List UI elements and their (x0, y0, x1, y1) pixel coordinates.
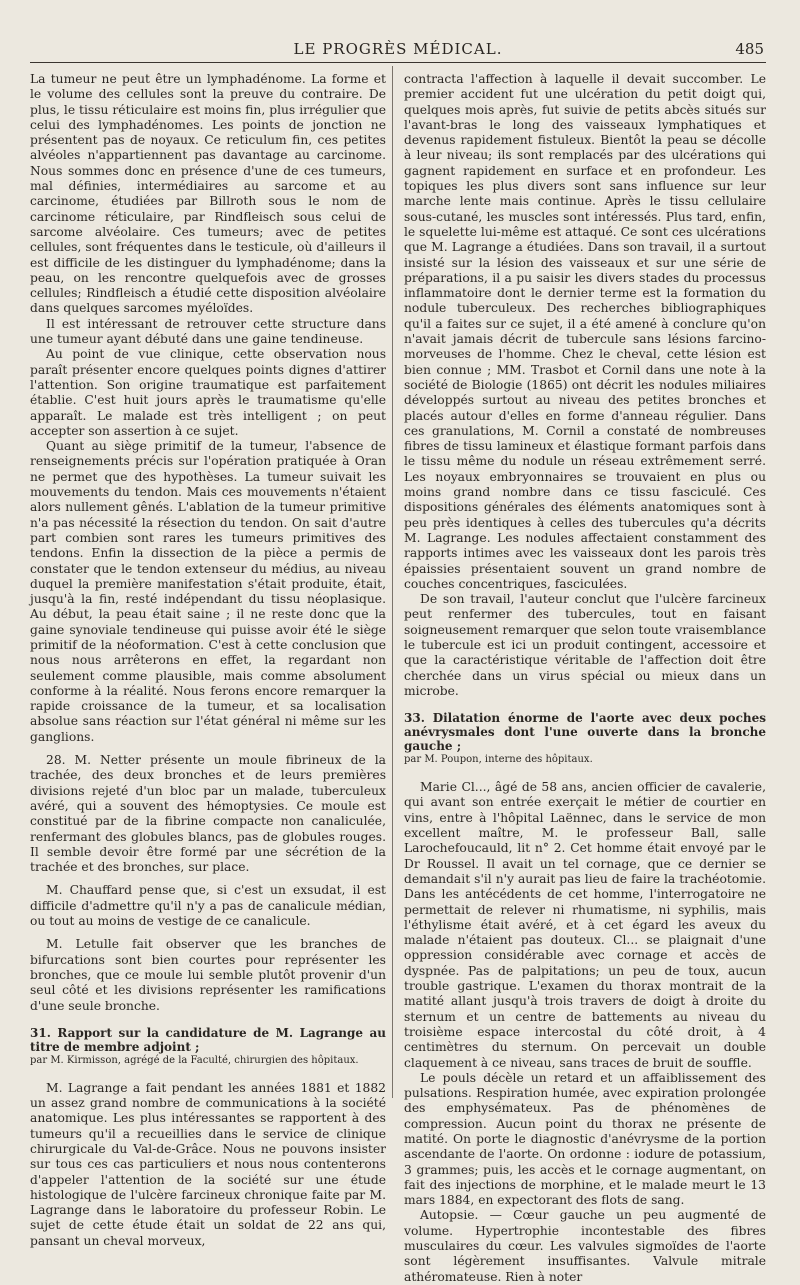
paragraph: contracta l'affection à laquelle il devait succomber. Le premier accident fut une ulcération du petit doigt qui, quelques mois après, fut suivie de petits abcès situés sur l'avant-bras le long des vaisseaux lymphatiques et devenus rapidement fistuleux. Bientôt la peau se décolle à leur niveau; ils sont remplacés par des ulcérations qui gagnent rapidement en surface et en profondeur. Les topiques les plus divers sont sans influence sur leur marche lente mais continue. Après le tissu cellulaire sous-cutané, les muscles sont intéressés. Plus tard, enfin, le squelette lui-même est attaqué. Ce sont ces ulcérations que M. Lagrange a étudiées. Dans son travail, il a surtout insisté sur la lésion des vaisseaux et sur une série de préparations, il a pu saisir les divers stades du processus inflammatoire dont le dernier terme est la formation du nodule tuberculeux. Des recherches bibliographiques qu'il a faites sur ce sujet, il a été amené à conclure qu'on n'avait jamais décrit de tubercule sans lésions farcino-morveuses de l'homme. Chez le cheval, cette lésion est bien connue ; MM. Trasbot et Cornil dans une note à la société de Biologie (1865) ont décrit les nodules miliaires développés surtout au niveau des petites bronches et placés autour d'elles en forme d'anneau régulier. Dans ces granulations, M. Cornil a constaté de nombreuses fibres de tissu lamineux et élastique formant parfois dans le tissu même du nodule un réseau extrêmement serré. Les noyaux embryonnaires se trouvaient en plus ou moins grand nombre dans ce tissu fasciculé. Ces dispositions générales des éléments anatomiques sont à peu près identiques à celles des tubercules qu'a décrits M. Lagrange. Les nodules affectaient constamment des rapports intimes avec les vaisseaux dont les parois très épaissies présentaient souvent un grand nombre de couches concentriques, fasciculées. (404, 72, 766, 591)
paragraph: M. Chauffard pense que, si c'est un exsudat, il est difficile d'admettre qu'il n'y a pas de canalicule médian, ou tout au moins de vestige de ce canalicule. (30, 883, 386, 929)
right-column (398, 72, 766, 1284)
paragraph: Il est intéressant de retrouver cette structure dans une tumeur ayant débuté dans une gaine tendineuse. (30, 316, 386, 347)
paragraph: Le pouls décèle un retard et un affaiblissement des pulsations. Respiration humée, avec expiration prolongée des emphysémateux. Pas de phénomènes de compression. Aucun point du thorax ne présente de matité. On porte le diagnostic d'anévrysme de la portion ascendante de l'aorte. On ordonne : iodure de potassium, 3 grammes; puis, les accès et le cornage augmentant, on fait des injections de morphine, et le malade meurt le 13 mars 1884, en expectorant des flots de sang. (404, 1070, 766, 1208)
paragraph: Marie Cl..., âgé de 58 ans, ancien officier de cavalerie, qui avant son entrée exerçait le métier de courtier en vins, entre à l'hôpital Laënnec, dans le service de mon excellent maître, M. le professeur Ball, salle Larochefoucauld, lit n° 2. Cet homme était envoyé par le Dr Roussel. Il avait un tel cornage, que ce dernier se demandait s'il n'y aurait pas lieu de faire la trachéotomie. Dans les antécédents de cet homme, l'interrogatoire ne permettait de relever ni rhumatisme, ni syphilis, mais l'éthylisme était avéré, et à cet égard les aveux du malade n'étaient pas douteux. Cl... se plaignait d'une oppression considérable avec cornage et accès de dyspnée. Pas de palpitations; un peu de toux, aucun trouble gastrique. L'examen du thorax montrait de la matité allant jusqu'à trois travers de doigt à droite du sternum et un centre de battements au niveau du troisième espace intercostal du côté droit, à 4 centimètres du sternum. On percevait un double claquement à ce niveau, sans traces de bruit de souffle. (404, 780, 766, 1070)
paragraph: M. Lagrange a fait pendant les années 1881 et 1882 un assez grand nombre de communications à la société anatomique. Les plus intéressantes se rapportent à des tumeurs qu'il a recueillies dans le service de clinique chirurgicale du Val-de-Grâce. Nous ne pouvons insister sur tous ces cas particuliers et nous nous contenterons d'appeler l'attention de la société sur une étude histologique de l'ulcère farcineux chronique faite par M. Lagrange dans le laboratoire du professeur Robin. Le sujet de cette étude était un soldat de 22 ans qui, pansant un cheval morveux, (30, 1080, 386, 1248)
paragraph: M. Letulle fait observer que les branches de bifurcations sont bien courtes pour représenter les bronches, que ce moule lui semble plutôt provenir d'un seul côté et les divisions représenter les ramifications d'une seule bronche. (30, 937, 386, 1013)
paragraph: La tumeur ne peut être un lymphadénome. La forme et le volume des cellules sont la preuve du contraire. De plus, le tissu réticulaire est moins fin, plus irrégulier que celui des lymphadénomes. Les points de jonction ne présentent pas de noyaux. Ce reticulum fin, ces petites alvéoles n'appartiennent pas davantage au carcinome. Nous sommes donc en présence d'une de ces tumeurs, mal définies, intermédiaires au sarcome et au carcinome, étudiées par Billroth sous le nom de carcinome réticulaire, par Rindfleisch sous celui de sarcome alvéolaire. Ces tumeurs; avec de petites cellules, sont fréquentes dans le testicule, où d'ailleurs il est difficile de les distinguer du lymphadénome; dans la peau, on les rencontre quelquefois avec de grosses cellules; Rindfleisch a étudié cette disposition alvéolaire dans quelques sarcomes myéloïdes. (30, 72, 386, 316)
journal-title: LE PROGRÈS MÉDICAL. (293, 40, 503, 58)
section-31-heading: 31. Rapport sur la candidature de M. Lagrange au titre de membre adjoint ; (30, 1025, 386, 1054)
paragraph: Quant au siège primitif de la tumeur, l'absence de renseignements précis sur l'opération pratiquée à Oran ne permet que des hypothèses. La tumeur suivait les mouvements du tendon. Mais ces mouvements n'étaient alors nullement gênés. L'ablation de la tumeur primitive n'a pas nécessité la résection du tendon. On sait d'autre part combien sont rares les tumeurs primitives des tendons. Enfin la dissection de la pièce a permis de constater que le tendon extenseur du médius, au niveau duquel la première manifestation s'était produite, était, jusqu'à la fin, resté indépendant du tissu néoplasique. Au début, la peau était saine ; il ne reste donc que la gaine synoviale tendineuse qui puisse avoir été le siège primitif de la néoformation. C'est à cette conclusion que nous nous arrêterons en effet, la regardant non seulement comme plausible, mais comme absolument conforme à la réalité. Nous ferons encore remarquer la rapide croissance de la tumeur, et sa localisation absolue sans réaction sur l'état général ni même sur les ganglions. (30, 439, 386, 744)
paragraph-section-28: 28. M. Netter présente un moule fibrineux de la trachée, des deux bronches et de leurs premières divisions rejeté d'un bloc par un malade, tuberculeux avéré, qui a souvent des hémoptysies. Ce moule est constitué par de la fibrine compacte non canaliculée, renfermant des globules blancs, pas de globules rouges. Il semble devoir être formé par une sécrétion de la trachée et des bronches, sur place. (30, 753, 386, 875)
left-column (30, 72, 392, 1248)
section-33-byline: par M. Poupon, interne des hôpitaux. (404, 754, 593, 766)
running-header (30, 36, 766, 63)
page-number: 485 (735, 40, 764, 58)
paragraph: Autopsie. — Cœur gauche un peu augmenté de volume. Hypertrophie incontestable des fibres musculaires du cœur. Les valvules sigmoïdes de l'aorte sont légèrement insuffisantes. Valvule mitrale athéromateuse. Rien à noter (404, 1208, 766, 1284)
column-divider (392, 66, 393, 1098)
section-33-heading: 33. Dilatation énorme de l'aorte avec deux poches anévrysmales dont l'une ouverte dans la bronche gauche ; (404, 711, 766, 754)
paragraph: Au point de vue clinique, cette observation nous paraît présenter encore quelques points dignes d'attirer l'attention. Son origine traumatique est parfaitement établie. C'est huit jours après le traumatisme qu'elle apparaît. Le malade est très intelligent ; on peut accepter son assertion à ce sujet. (30, 347, 386, 438)
section-31-byline: par M. Kirmisson, agrégé de la Faculté, chirurgien des hôpitaux. (30, 1054, 359, 1066)
paragraph: De son travail, l'auteur conclut que l'ulcère farcineux peut renfermer des tubercules, tout en faisant soigneusement remarquer que selon toute vraisemblance le tubercule est ici un produit contingent, accessoire et que la caractéristique véritable de l'affection doit être cherchée dans un virus spécial ou mieux dans un microbe. (404, 592, 766, 698)
